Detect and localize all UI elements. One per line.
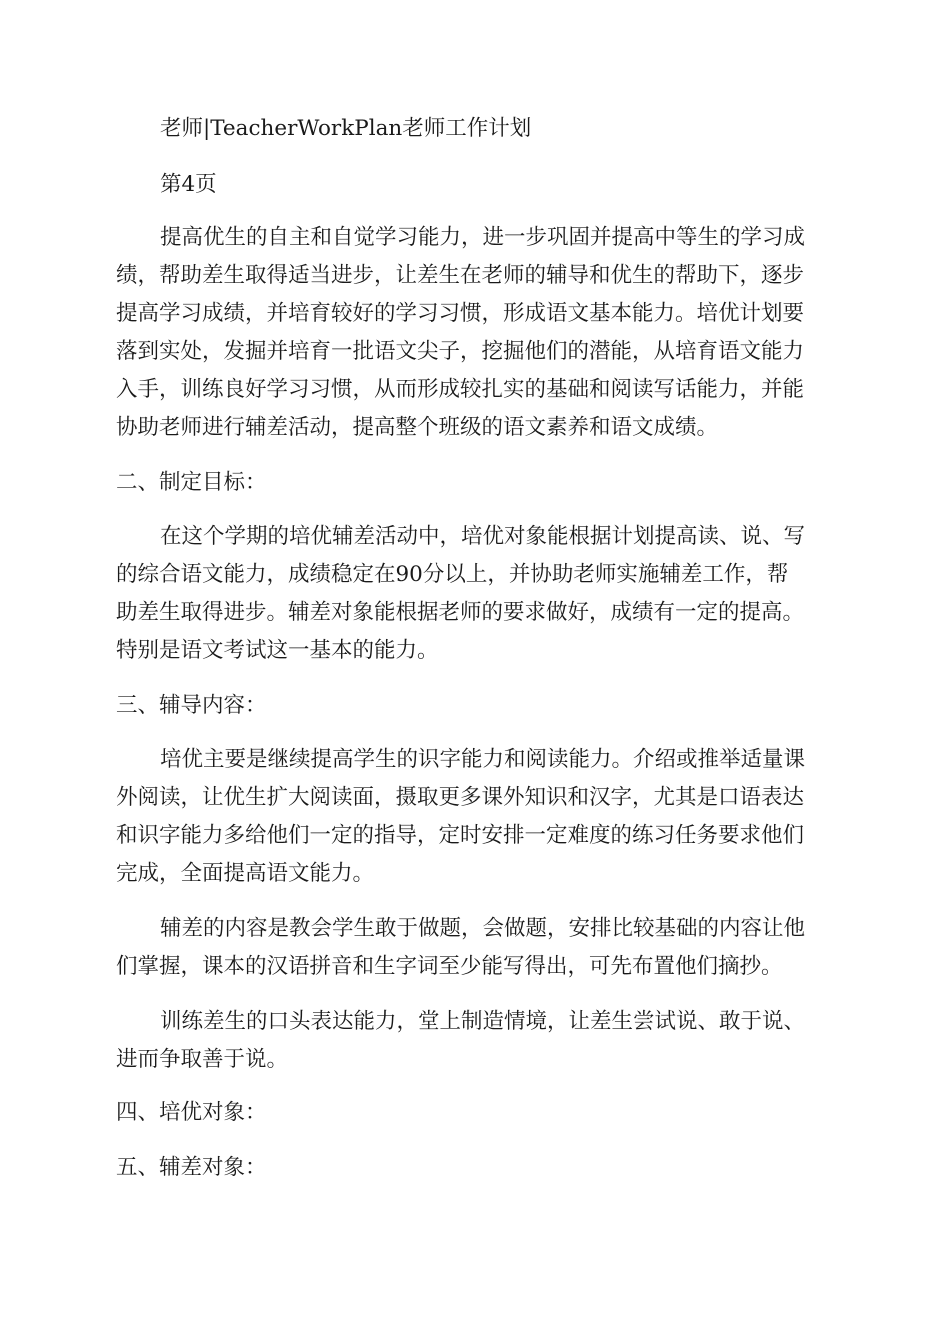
section-heading-3: 三、辅导内容： xyxy=(116,693,267,718)
text-line: 们掌握，课本的汉语拼音和生字词至少能写得出，可先布置他们摘抄。 xyxy=(116,954,783,979)
text-line: 在这个学期的培优辅差活动中，培优对象能根据计划提高读、说、写 xyxy=(160,524,806,549)
text-line: 提高优生的自主和自觉学习能力，进一步巩固并提高中等生的学习成 xyxy=(160,225,806,250)
text-line: 辅差的内容是教会学生敢于做题，会做题，安排比较基础的内容让他 xyxy=(160,916,806,941)
text-line: 绩，帮助差生取得适当进步，让差生在老师的辅导和优生的帮助下，逐步 xyxy=(116,263,805,288)
text-line: 协助老师进行辅差活动，提高整个班级的语文素养和语文成绩。 xyxy=(116,415,719,440)
section-heading-4: 四、培优对象： xyxy=(116,1100,267,1125)
text-line: 的综合语文能力，成绩稳定在90分以上，并协助老师实施辅差工作，帮 xyxy=(116,562,789,587)
text-line: 特别是语文考试这一基本的能力。 xyxy=(116,638,439,663)
text-line: 培优主要是继续提高学生的识字能力和阅读能力。介绍或推举适量课 xyxy=(160,747,806,772)
text-line: 训练差生的口头表达能力，堂上制造情境，让差生尝试说、敢于说、 xyxy=(160,1009,806,1034)
document-header: 老师|TeacherWorkPlan老师工作计划 xyxy=(160,116,532,141)
section-heading-5: 五、辅差对象： xyxy=(116,1155,267,1180)
section-heading-2: 二、制定目标： xyxy=(116,470,267,495)
text-line: 外阅读，让优生扩大阅读面，摄取更多课外知识和汉字，尤其是口语表达 xyxy=(116,785,805,810)
page-label: 第4页 xyxy=(160,172,217,197)
text-line: 提高学习成绩，并培育较好的学习习惯，形成语文基本能力。培优计划要 xyxy=(116,301,805,326)
text-line: 落到实处，发掘并培育一批语文尖子，挖掘他们的潜能，从培育语文能力 xyxy=(116,339,805,364)
text-line: 助差生取得进步。辅差对象能根据老师的要求做好，成绩有一定的提高。 xyxy=(116,600,805,625)
text-line: 和识字能力多给他们一定的指导，定时安排一定难度的练习任务要求他们 xyxy=(116,823,805,848)
text-line: 完成，全面提高语文能力。 xyxy=(116,861,375,886)
text-line: 入手，训练良好学习习惯，从而形成较扎实的基础和阅读写话能力，并能 xyxy=(116,377,805,402)
text-line: 进而争取善于说。 xyxy=(116,1047,289,1072)
